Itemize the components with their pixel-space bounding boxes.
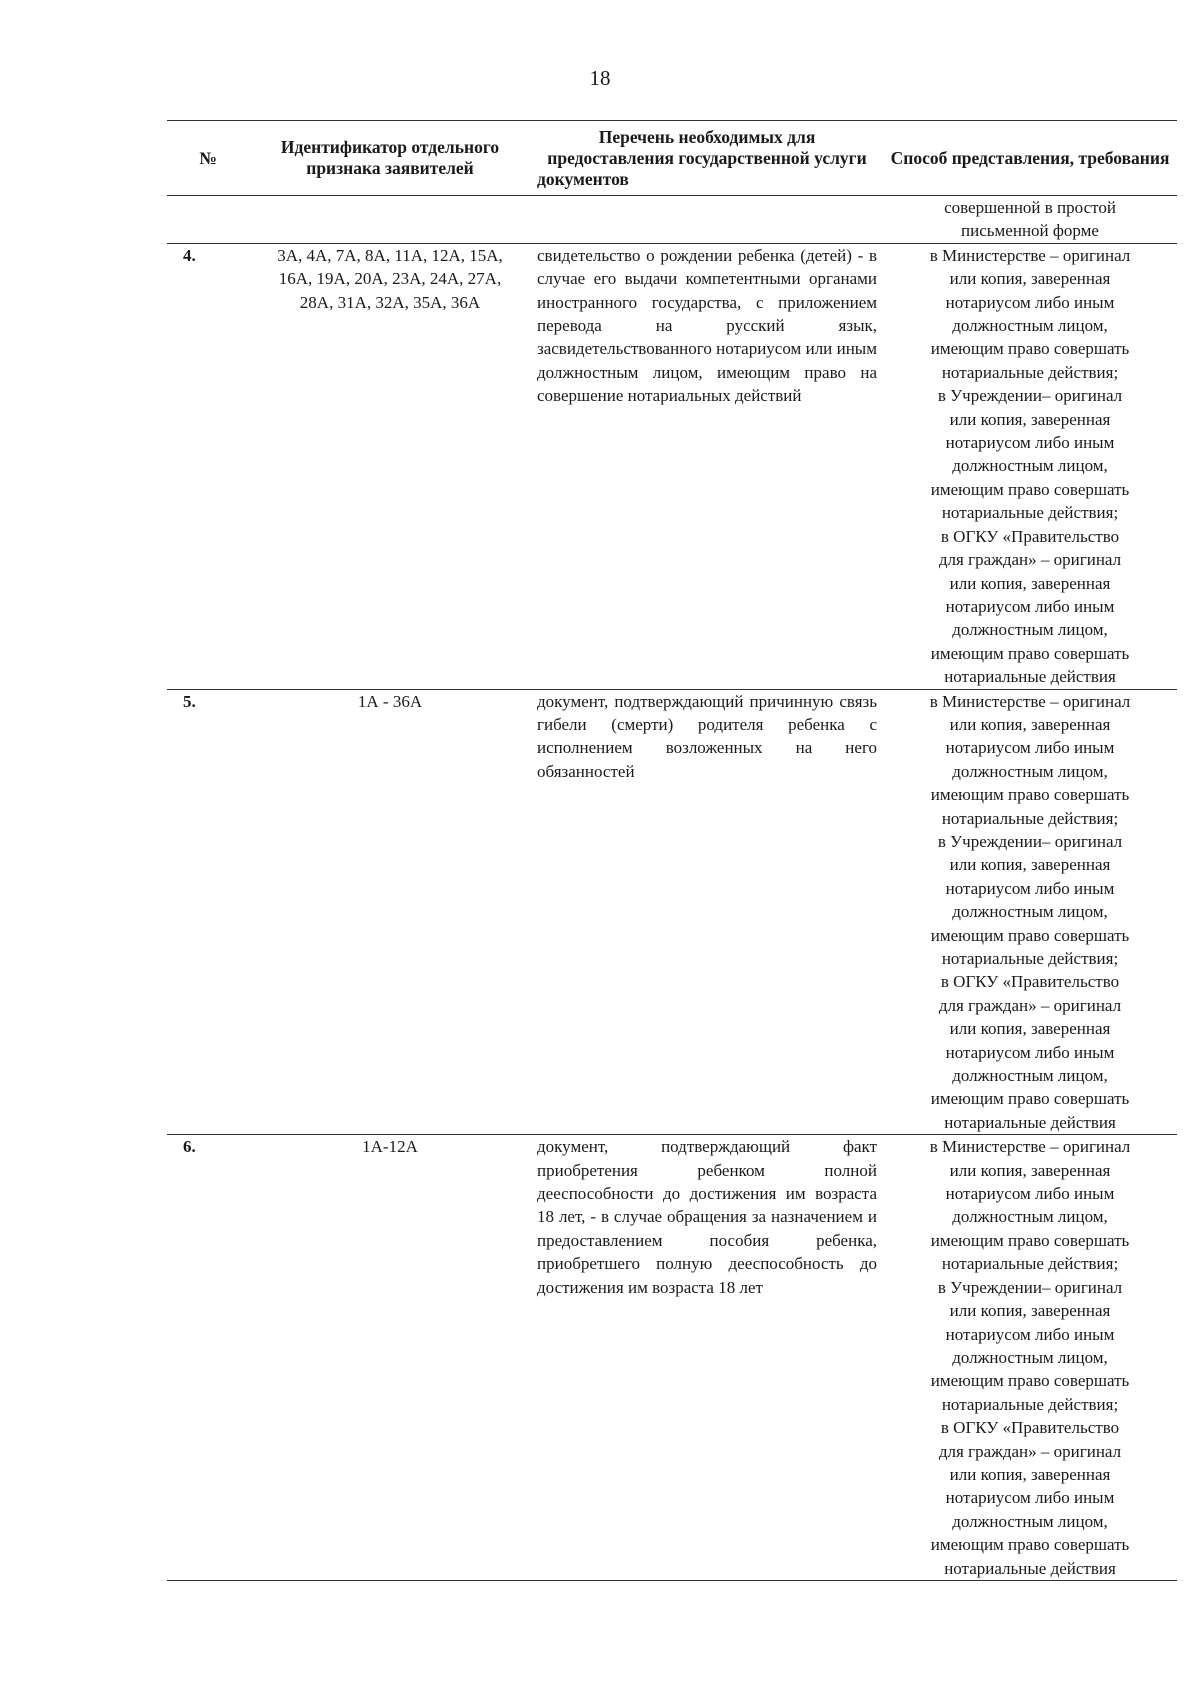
method-line: для граждан» – оригинал [938, 1441, 1122, 1461]
continuation-method-cell [883, 196, 1177, 244]
method-line: имеющим право совершать [930, 925, 1130, 945]
method-line: в Учреждении– оригинал [937, 1277, 1123, 1297]
method-line: нотариальные действия; [941, 362, 1119, 382]
method-line: или копия, заверенная [949, 1160, 1111, 1180]
method-line: должностным лицом, [952, 456, 1108, 476]
row-document: документ, подтверждающий причинную связь гибели (смерти) родителя ребенка с исполнением возложенных на него обязанностей [531, 689, 883, 1135]
method-line: нотариусом либо иным [945, 878, 1115, 898]
method-line: имеющим право совершать [930, 643, 1130, 663]
method-line: нотариусом либо иным [945, 738, 1115, 758]
method-line: или копия, заверенная [949, 1019, 1111, 1039]
method-line: или копия, заверенная [949, 269, 1111, 289]
method-line: нотариусом либо иным [945, 1324, 1115, 1344]
table-row [167, 243, 1177, 689]
method-line: для граждан» – оригинал [938, 550, 1122, 570]
method-line: имеющим право совершать [930, 1089, 1130, 1109]
method-line: в Министерстве – оригинал [929, 1137, 1131, 1157]
method-line: нотариальные действия; [941, 503, 1119, 523]
method-line: нотариусом либо иным [945, 596, 1115, 616]
row-document: свидетельство о рождении ребенка (детей) - в случае его выдачи компетентными органами иностранного государства, с приложением перевода на русский язык, засвидетельствованного нотариусом или иным должностным лицом, имеющим право на совершение нотариальных действий [531, 243, 883, 689]
header-documents: Перечень необходимых для предоставления государственной услуги документов [531, 121, 883, 196]
method-line: нотариальные действия [944, 1558, 1116, 1578]
method-line: нотариусом либо иным [945, 1184, 1115, 1204]
method-line: для граждан» – оригинал [938, 995, 1122, 1015]
method-line: или копия, заверенная [949, 409, 1111, 429]
method-line: нотариусом либо иным [945, 433, 1115, 453]
method-line: имеющим право совершать [930, 479, 1130, 499]
method-line: имеющим право совершать [930, 1535, 1130, 1555]
method-line: нотариусом либо иным [945, 1488, 1115, 1508]
method-line: должностным лицом, [952, 761, 1108, 781]
method-line: нотариальные действия; [941, 949, 1119, 968]
method-line: или копия, заверенная [949, 1301, 1111, 1321]
method-line: в Учреждении– оригинал [937, 831, 1123, 851]
method-line: нотариальные действия [944, 667, 1116, 687]
method-line: должностным лицом, [952, 1347, 1108, 1367]
method-line: должностным лицом, [952, 902, 1108, 922]
method-line: в ОГКУ «Правительство [940, 1418, 1120, 1438]
row-number: 6. [167, 1135, 249, 1581]
method-line: нотариусом либо иным [945, 292, 1115, 312]
table-row [167, 689, 1177, 1135]
table-row [167, 1135, 1177, 1581]
method-line: в Министерстве – оригинал [929, 245, 1131, 265]
row-identifier: 1А - 36А [249, 689, 531, 1135]
continuation-line: совершенной в простой [944, 198, 1116, 217]
method-line: нотариальные действия [944, 1112, 1116, 1132]
method-line: нотариальные действия; [941, 808, 1119, 828]
method-line: в Министерстве – оригинал [929, 691, 1131, 711]
row-method [883, 1135, 1177, 1581]
row-method [883, 689, 1177, 1135]
method-line: должностным лицом, [952, 1207, 1108, 1227]
header-identifier: Идентификатор отдельного признака заявителей [249, 121, 531, 196]
method-line: в ОГКУ «Правительство [940, 972, 1120, 992]
row-identifier: 1А-12А [249, 1135, 531, 1581]
row-number: 4. [167, 243, 249, 689]
header-method: Способ представления, требования [883, 121, 1177, 196]
method-line: или копия, заверенная [949, 1464, 1111, 1484]
row-number: 5. [167, 689, 249, 1135]
row-document: документ, подтверждающий факт приобретения ребенком полной дееспособности до достижения им возраста 18 лет, - в случае обращения за назначением и предоставлением пособия ребенка, приобретшего полную дееспособность до достижения им возраста 18 лет [531, 1135, 883, 1581]
method-line: или копия, заверенная [949, 855, 1111, 875]
method-line: нотариусом либо иным [945, 1042, 1115, 1062]
table-header-row [167, 121, 1177, 196]
method-line: или копия, заверенная [949, 573, 1111, 593]
page-number: 18 [589, 66, 611, 90]
method-line: в Учреждении– оригинал [937, 386, 1123, 406]
method-line: имеющим право совершать [930, 339, 1130, 359]
continuation-line: письменной форме [961, 221, 1099, 241]
method-line: в ОГКУ «Правительство [940, 526, 1120, 546]
method-line: имеющим право совершать [930, 1371, 1130, 1391]
method-line: или копия, заверенная [949, 714, 1111, 734]
method-line: нотариальные действия; [941, 1254, 1119, 1274]
method-line: должностным лицом, [952, 1511, 1108, 1531]
header-number: № [167, 121, 249, 196]
row-method [883, 243, 1177, 689]
method-line: имеющим право совершать [930, 785, 1130, 805]
method-line: имеющим право совершать [930, 1230, 1130, 1250]
method-line: нотариальные действия; [941, 1394, 1119, 1414]
method-line: должностным лицом, [952, 1066, 1108, 1086]
continuation-row [167, 196, 1177, 244]
row-identifier: 3А, 4А, 7А, 8А, 11А, 12А, 15А, 16А, 19А, 20А, 23А, 24А, 27А, 28А, 31А, 32А, 35А, 36А [249, 243, 531, 689]
method-line: должностным лицом, [952, 620, 1108, 640]
documents-table [167, 120, 1177, 1581]
method-line: должностным лицом, [952, 316, 1108, 336]
